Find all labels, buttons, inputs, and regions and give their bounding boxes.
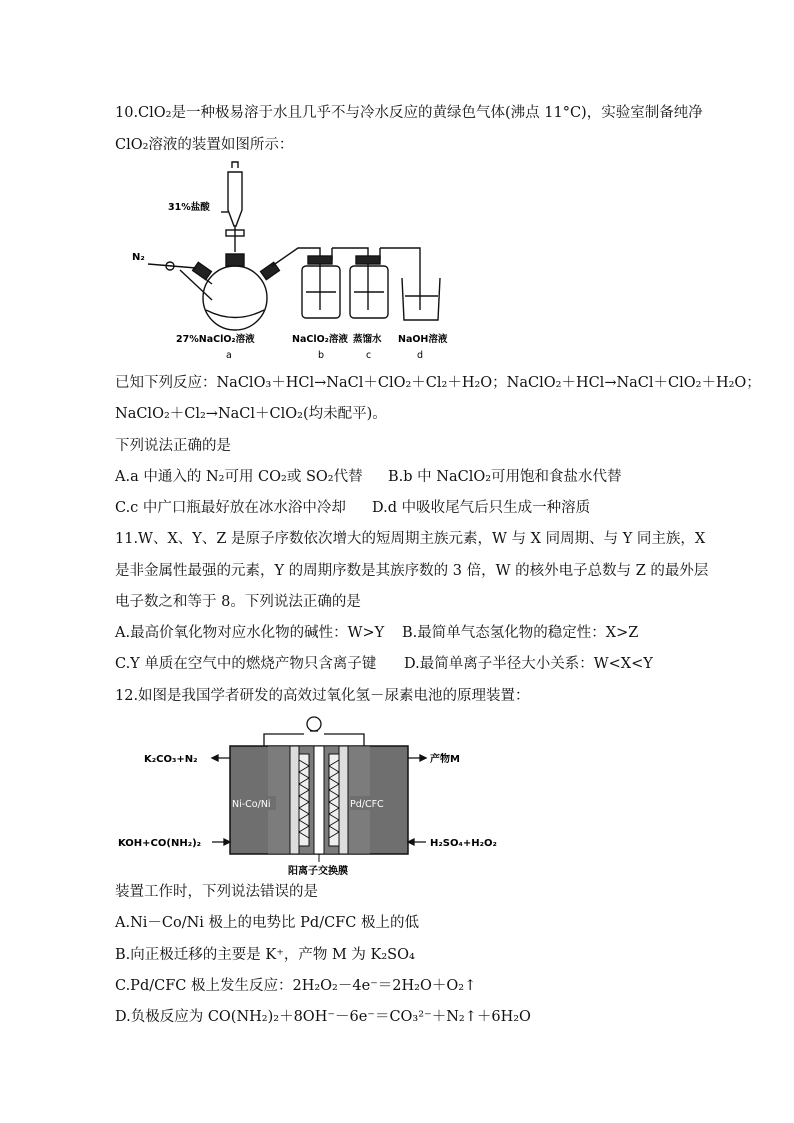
n2-inlet-tube (148, 264, 196, 268)
q11-stem-line2: 是非金属性最强的元素，Y 的周期序数是其族序数的 3 倍，W 的核外电子总数与 Z 的最外层 (115, 563, 709, 579)
q11-stem-line3: 电子数之和等于 8。下列说法正确的是 (115, 594, 361, 610)
q11-stem-line1: 11.W、X、Y、Z 是原子序数依次增大的短周期主族元素，W 与 X 同周期、与 Y 同主族，X (115, 531, 706, 547)
cation-exchange-membrane (314, 746, 324, 854)
q11-option-b: B.最简单气态氢化物的稳定性：X>Z (402, 625, 639, 641)
letter-d: d (417, 350, 424, 361)
right-neck-stopper (261, 262, 280, 279)
q10-known-line1: 已知下列反应：NaClO₃＋HCl→NaCl＋ClO₂＋Cl₂＋H₂O；NaClO₂＋HCl→NaCl＋ClO₂＋H₂O； (115, 375, 761, 391)
acid-label: 31%盐酸 (168, 202, 210, 213)
q10-apparatus-figure (120, 160, 480, 365)
flask-solution-label: 27%NaClO₂溶液 (176, 334, 255, 345)
q11-option-d: D.最简单离子半径大小关系：W<X<Y (404, 656, 653, 672)
q11-option-a: A.最高价氧化物对应水化物的碱性：W>Y (115, 625, 385, 641)
n2-label: N₂ (132, 252, 145, 263)
membrane-label: 阳离子交换膜 (288, 866, 348, 877)
q12-prompt: 装置工作时，下列说法错误的是 (115, 884, 318, 900)
funnel-stopper (232, 162, 238, 168)
left-neck-stopper (193, 262, 212, 279)
left-electrode (290, 746, 299, 854)
bottle-b-stopper (308, 256, 332, 264)
bottle-b-label: NaClO₂溶液 (292, 334, 348, 345)
q10-prompt: 下列说法正确的是 (115, 438, 231, 454)
letter-b: b (318, 350, 325, 361)
right-electrode-label: Pd/CFC (350, 799, 384, 810)
top-right-label: 产物M (430, 754, 460, 765)
tube-c-to-d (380, 248, 420, 310)
right-catalyst-layer (329, 754, 339, 846)
q12-option-a: A.Ni－Co/Ni 极上的电势比 Pd/CFC 极上的低 (115, 915, 419, 931)
three-neck-flask (203, 266, 267, 330)
bottom-left-label: KOH+CO(NH₂)₂ (118, 838, 202, 849)
q10-option-d: D.d 中吸收尾气后只生成一种溶质 (372, 500, 591, 516)
q11-option-c: C.Y 单质在空气中的燃烧产物只含离子键 (115, 656, 377, 672)
beaker-d-label: NaOH溶液 (398, 334, 448, 345)
letter-a: a (226, 350, 232, 361)
q12-stem: 12.如图是我国学者研发的高效过氧化氢－尿素电池的原理装置： (115, 688, 530, 704)
flask-liquid-level (206, 310, 264, 318)
left-catalyst-layer (299, 754, 309, 846)
bottle-c-label: 蒸馏水 (353, 334, 382, 345)
q10-option-b: B.b 中 NaClO₂可用饱和食盐水代替 (388, 469, 622, 485)
q10-known-line2: NaClO₂＋Cl₂→NaCl＋ClO₂(均未配平)。 (115, 406, 387, 422)
left-electrode-label: Ni-Co/Ni (232, 799, 271, 810)
beaker-d (402, 278, 440, 320)
q10-stem-line2: ClO₂溶液的装置如图所示： (115, 137, 294, 153)
bottom-right-label: H₂SO₄+H₂O₂ (430, 838, 497, 849)
q12-battery-figure (118, 710, 498, 880)
letter-c: c (366, 350, 372, 361)
q12-option-b: B.向正极迁移的主要是 K⁺，产物 M 为 K₂SO₄ (115, 947, 415, 963)
q12-option-c: C.Pd/CFC 极上发生反应：2H₂O₂－4e⁻＝2H₂O＋O₂↑ (115, 978, 477, 994)
center-neck-stopper (226, 254, 244, 266)
q10-option-a: A.a 中通入的 N₂可用 CO₂或 SO₂代替 (115, 469, 363, 485)
q12-option-d: D.负极反应为 CO(NH₂)₂＋8OH⁻－6e⁻＝CO₃²⁻＋N₂↑＋6H₂O (115, 1009, 531, 1025)
q10-option-c: C.c 中广口瓶最好放在冰水浴中冷却 (115, 500, 346, 516)
bottle-c-stopper (356, 256, 380, 264)
right-electrode (339, 746, 348, 854)
lightbulb-icon (307, 717, 321, 731)
dropping-funnel (228, 172, 242, 226)
q10-stem-line1: 10.ClO₂是一种极易溶于水且几乎不与冷水反应的黄绿色气体(沸点 11°C)，实验室制备纯净 (115, 105, 703, 121)
top-left-label: K₂CO₃+N₂ (144, 754, 198, 765)
